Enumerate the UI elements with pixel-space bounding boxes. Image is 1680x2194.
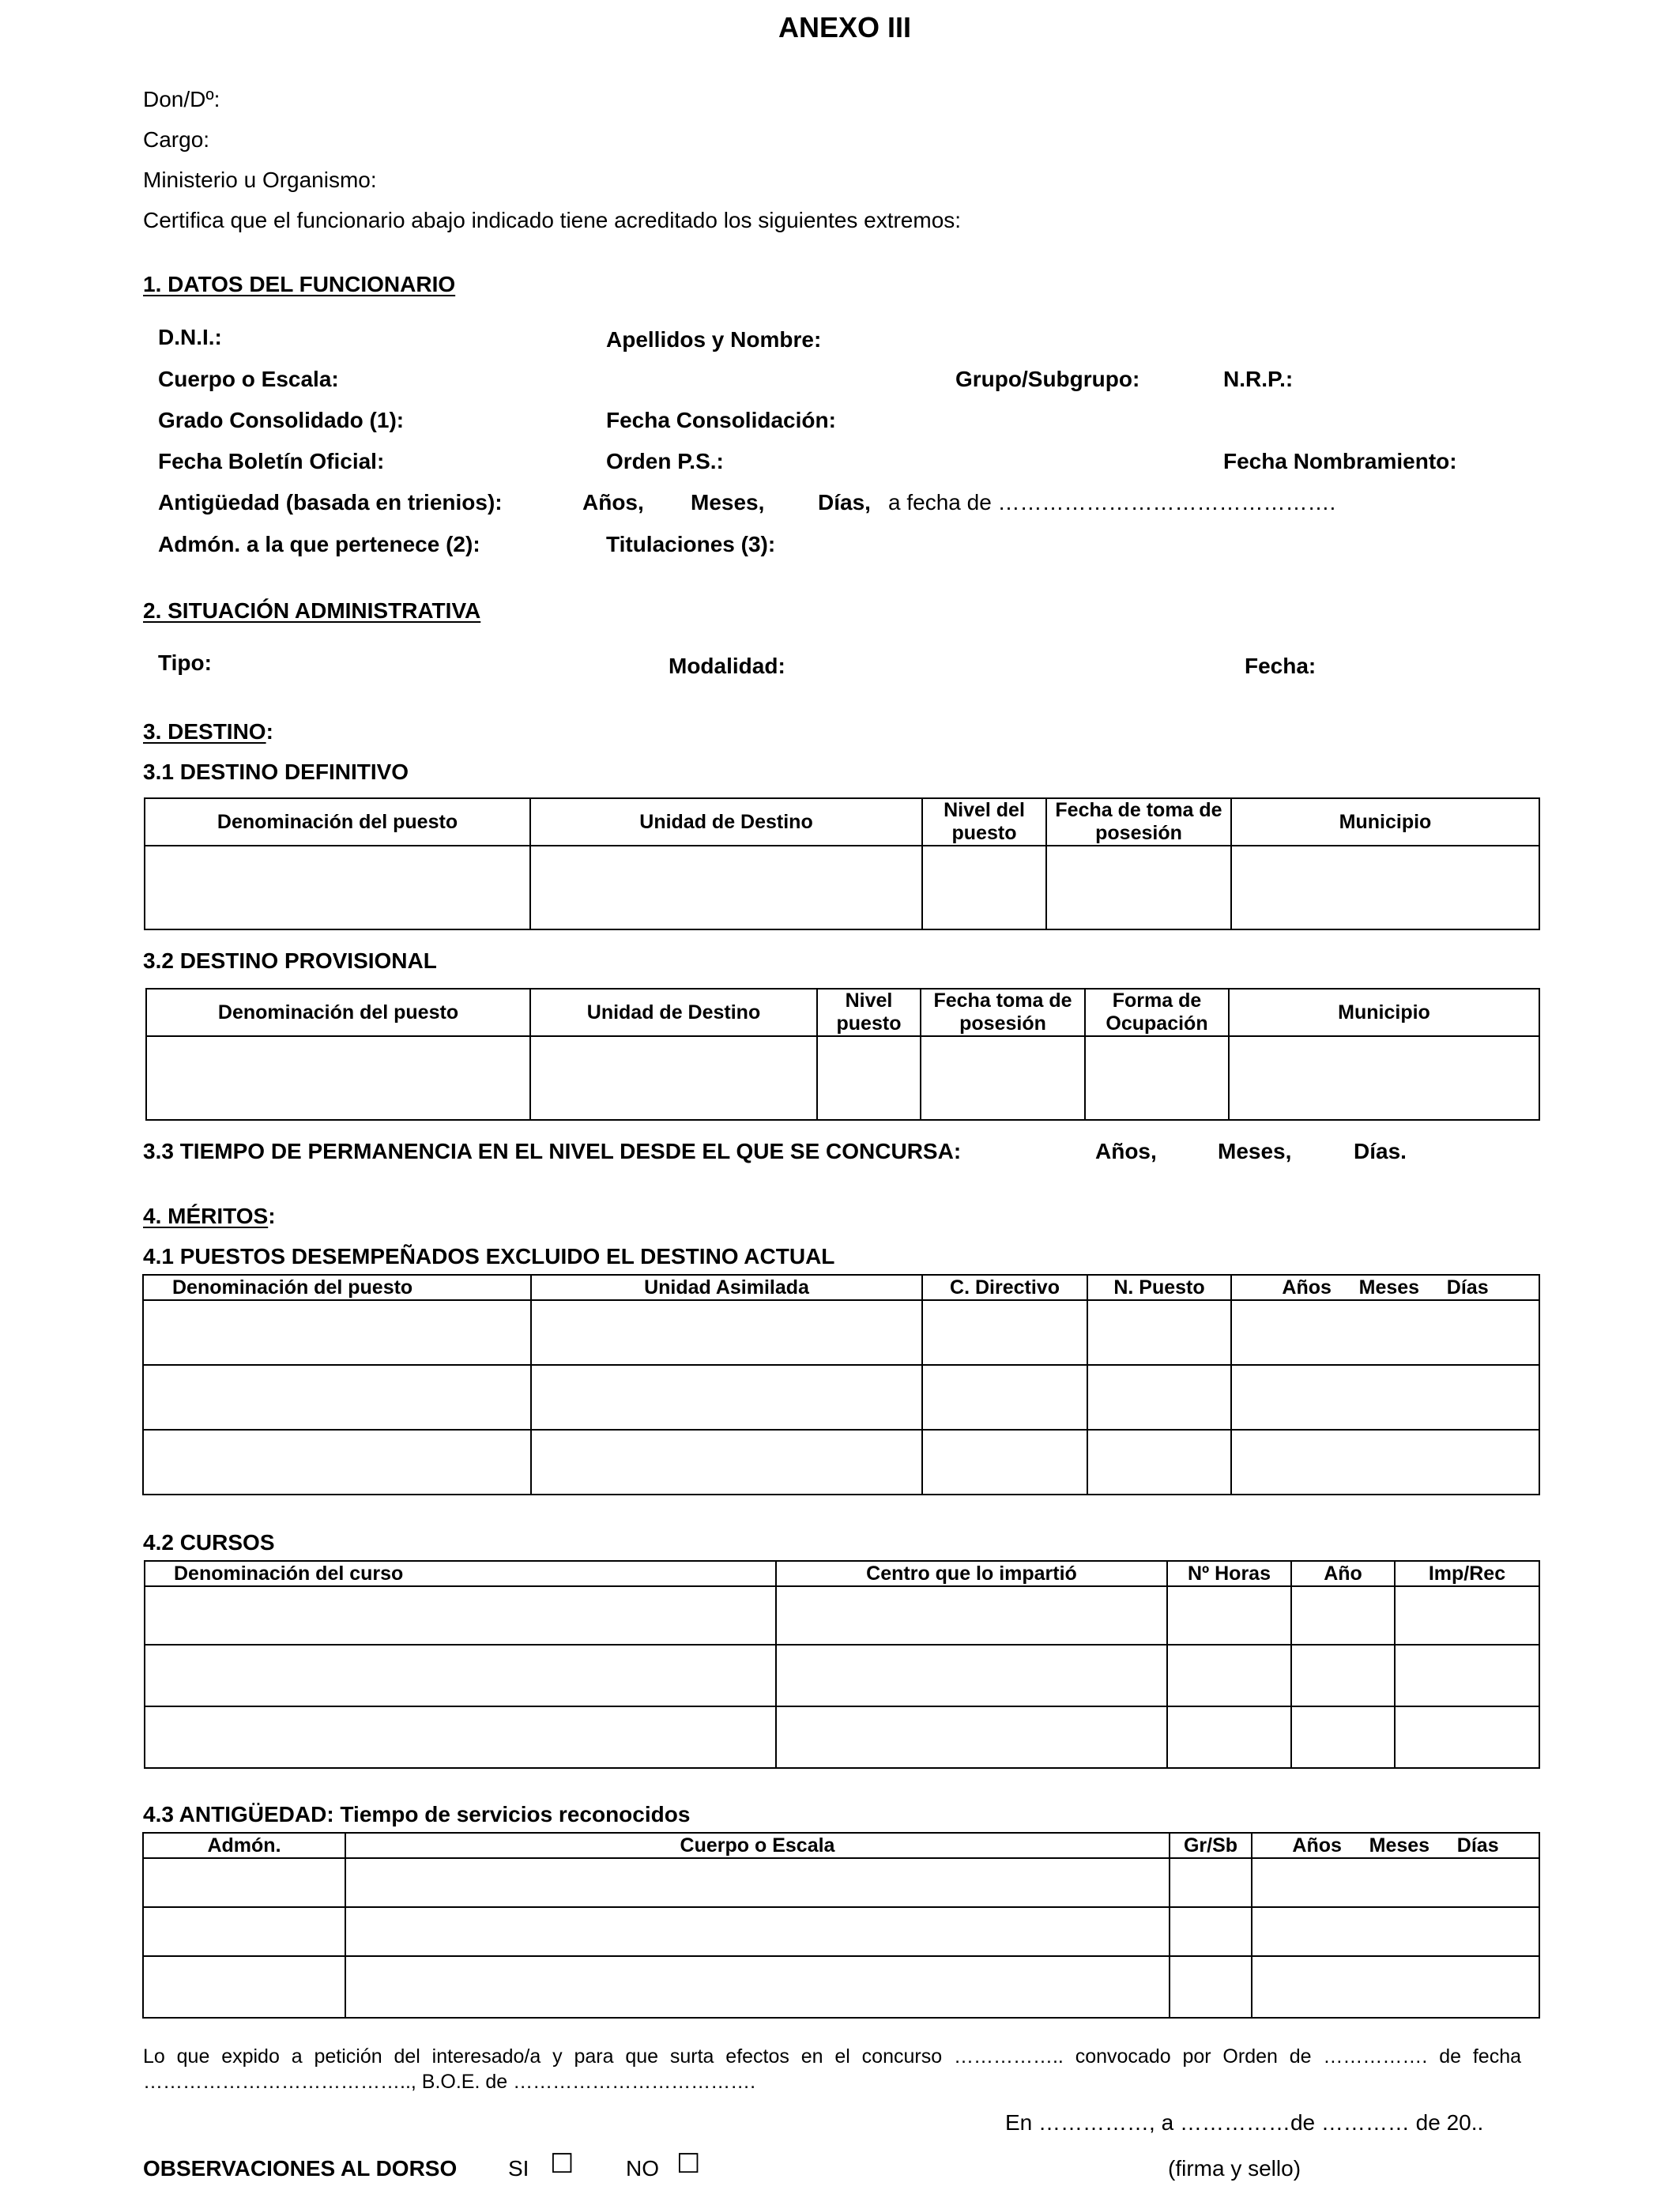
section-4-title: 4. MÉRITOS: [143,1204,276,1228]
table-cell[interactable] [817,1036,921,1120]
table-cell[interactable] [145,1586,776,1645]
table-header: Unidad Asimilada [531,1275,922,1300]
table-header: Denominación del puesto [146,989,530,1036]
table-row [143,1956,1539,2018]
table-header: Nivel del puesto [922,798,1046,846]
table-row [143,1365,1539,1430]
grado-label: Grado Consolidado (1): [158,408,405,432]
modalidad-label: Modalidad: [669,654,785,678]
table-header: Unidad de Destino [530,798,922,846]
table-cell[interactable] [1252,1858,1539,1907]
table-cell[interactable] [143,1430,531,1495]
table-cell[interactable] [1087,1300,1231,1365]
expido-text-line-2: ………………………………….., B.O.E. de ………………………………. [143,2071,756,2093]
table-row [143,1907,1539,1956]
table-header: Unidad de Destino [530,989,817,1036]
section-3-3-title: 3.3 TIEMPO DE PERMANENCIA EN EL NIVEL DESDE EL QUE SE CONCURSA: [143,1139,962,1163]
table-cell[interactable] [145,1645,776,1706]
table-cell[interactable] [531,1365,922,1430]
table-row [143,1300,1539,1365]
table-cell[interactable] [345,1956,1170,2018]
table-header: Denominación del puesto [143,1275,531,1300]
table-cell[interactable] [1167,1586,1291,1645]
table-cell[interactable] [921,1036,1085,1120]
orden-label: Orden P.S.: [606,449,724,473]
table-header: N. Puesto [1087,1275,1231,1300]
table-cell[interactable] [143,1365,531,1430]
permanencia-anos: Años, [1095,1139,1157,1163]
table-cell[interactable] [530,846,922,929]
table-cell[interactable] [1252,1956,1539,2018]
table-cell[interactable] [922,1300,1087,1365]
table-header: Denominación del curso [145,1561,776,1586]
table-row [145,1706,1539,1768]
table-cell[interactable] [1291,1706,1395,1768]
section-4-2-title: 4.2 CURSOS [143,1530,275,1555]
table-header: Admón. [143,1833,345,1858]
table-header: Nº Horas [1167,1561,1291,1586]
table-header: C. Directivo [922,1275,1087,1300]
section-3-2-title: 3.2 DESTINO PROVISIONAL [143,948,437,973]
table-row [143,1430,1539,1495]
table-cell[interactable] [922,1365,1087,1430]
antiguedad-label: Antigüedad (basada en trienios): [158,490,503,515]
table-cell[interactable] [776,1645,1167,1706]
table-cell[interactable] [1170,1858,1252,1907]
table-row [145,846,1539,929]
fecha-nombramiento-label: Fecha Nombramiento: [1223,449,1457,473]
page-title: ANEXO III [778,11,912,43]
table-cell[interactable] [143,1300,531,1365]
table-cell[interactable] [345,1858,1170,1907]
table-cell[interactable] [1231,1430,1539,1495]
table-cell[interactable] [1291,1645,1395,1706]
section-2-title: 2. SITUACIÓN ADMINISTRATIVA [143,598,481,623]
table-cell[interactable] [1231,846,1539,929]
antiguedad-dias: Días, [818,490,871,515]
table-cell[interactable] [1167,1706,1291,1768]
apellidos-label: Apellidos y Nombre: [606,327,822,352]
table-cell[interactable] [531,1430,922,1495]
section-4-1-title: 4.1 PUESTOS DESEMPEÑADOS EXCLUIDO EL DESTINO ACTUAL [143,1244,835,1269]
table-cell[interactable] [1170,1907,1252,1956]
table-header: Cuerpo o Escala [345,1833,1170,1858]
table-header: Años Meses Días [1252,1833,1539,1858]
don-label: Don/Dº: [143,87,220,111]
table-cell[interactable] [1046,846,1231,929]
table-header: Años Meses Días [1231,1275,1539,1300]
table-cell[interactable] [1231,1300,1539,1365]
permanencia-meses: Meses, [1218,1139,1292,1163]
table-cell[interactable] [531,1300,922,1365]
table-cell[interactable] [345,1907,1170,1956]
destino-provisional-table [145,988,1540,1121]
ministerio-label: Ministerio u Organismo: [143,168,377,192]
table-cell[interactable] [143,1956,345,2018]
section-4-3-title: 4.3 ANTIGÜEDAD: Tiempo de servicios reconocidos [143,1802,691,1826]
cursos-table [144,1560,1540,1769]
antiguedad-anos: Años, [582,490,644,515]
table-cell[interactable] [1395,1706,1539,1768]
observaciones-label: OBSERVACIONES AL DORSO [143,2156,458,2181]
table-cell[interactable] [1252,1907,1539,1956]
no-checkbox[interactable]: ☐ [676,2149,701,2179]
table-header: Municipio [1231,798,1539,846]
table-cell[interactable] [145,1706,776,1768]
table-header: Fecha toma de posesión [921,989,1085,1036]
a-fecha-de: a fecha de ………………………………………. [888,490,1336,515]
fecha-consolidacion-label: Fecha Consolidación: [606,408,836,432]
fecha-situacion-label: Fecha: [1245,654,1317,678]
table-cell[interactable] [1395,1645,1539,1706]
destino-definitivo-table [144,797,1540,930]
expido-text-line-1: Lo que expido a petición del interesado/a y para que surta efectos en el concurso …………….. convocado por Orden de ……………. de fecha [143,2045,1521,2068]
table-cell[interactable] [776,1586,1167,1645]
antiguedad-table [142,1832,1540,2019]
table-cell[interactable] [1231,1365,1539,1430]
table-header: Año [1291,1561,1395,1586]
table-header: Imp/Rec [1395,1561,1539,1586]
table-header: Forma de Ocupación [1085,989,1229,1036]
grupo-label: Grupo/Subgrupo: [955,367,1140,391]
certifica-text: Certifica que el funcionario abajo indicado tiene acreditado los siguientes extremos: [143,208,962,232]
table-row [146,1036,1539,1120]
no-label: NO [626,2156,659,2181]
table-cell[interactable] [1087,1365,1231,1430]
table-cell[interactable] [1229,1036,1539,1120]
en-fecha-line: En ……………, a ……………de ………… de 20.. [1005,2110,1484,2135]
permanencia-dias: Días. [1354,1139,1407,1163]
table-cell[interactable] [1085,1036,1229,1120]
table-cell[interactable] [922,1430,1087,1495]
admon-label: Admón. a la que pertenece (2): [158,532,480,556]
table-header: Nivel puesto [817,989,921,1036]
table-cell[interactable] [1087,1430,1231,1495]
firma-label: (firma y sello) [1168,2156,1301,2181]
fecha-boletin-label: Fecha Boletín Oficial: [158,449,385,473]
si-checkbox[interactable]: ☐ [550,2149,574,2179]
table-cell[interactable] [1291,1586,1395,1645]
table-cell[interactable] [776,1706,1167,1768]
tipo-label: Tipo: [158,650,212,675]
cargo-label: Cargo: [143,127,210,152]
table-row [145,1645,1539,1706]
section-3-title: 3. DESTINO: [143,719,273,744]
section-1-title: 1. DATOS DEL FUNCIONARIO [143,272,456,296]
table-cell[interactable] [145,846,530,929]
table-header: Municipio [1229,989,1539,1036]
table-cell[interactable] [143,1858,345,1907]
table-header: Gr/Sb [1170,1833,1252,1858]
table-header: Denominación del puesto [145,798,530,846]
si-label: SI [508,2156,529,2181]
nrp-label: N.R.P.: [1223,367,1294,391]
antiguedad-meses: Meses, [691,490,765,515]
titulaciones-label: Titulaciones (3): [606,532,776,556]
table-cell[interactable] [922,846,1046,929]
table-header: Centro que lo impartió [776,1561,1167,1586]
table-cell[interactable] [530,1036,817,1120]
puestos-desempenados-table [142,1274,1540,1495]
table-cell[interactable] [143,1907,345,1956]
section-3-1-title: 3.1 DESTINO DEFINITIVO [143,760,409,784]
table-header: Fecha de toma de posesión [1046,798,1231,846]
table-cell[interactable] [1167,1645,1291,1706]
table-cell[interactable] [1395,1586,1539,1645]
table-cell[interactable] [1170,1956,1252,2018]
dni-label: D.N.I.: [158,325,222,349]
table-cell[interactable] [146,1036,530,1120]
table-row [143,1858,1539,1907]
table-row [145,1586,1539,1645]
cuerpo-label: Cuerpo o Escala: [158,367,339,391]
